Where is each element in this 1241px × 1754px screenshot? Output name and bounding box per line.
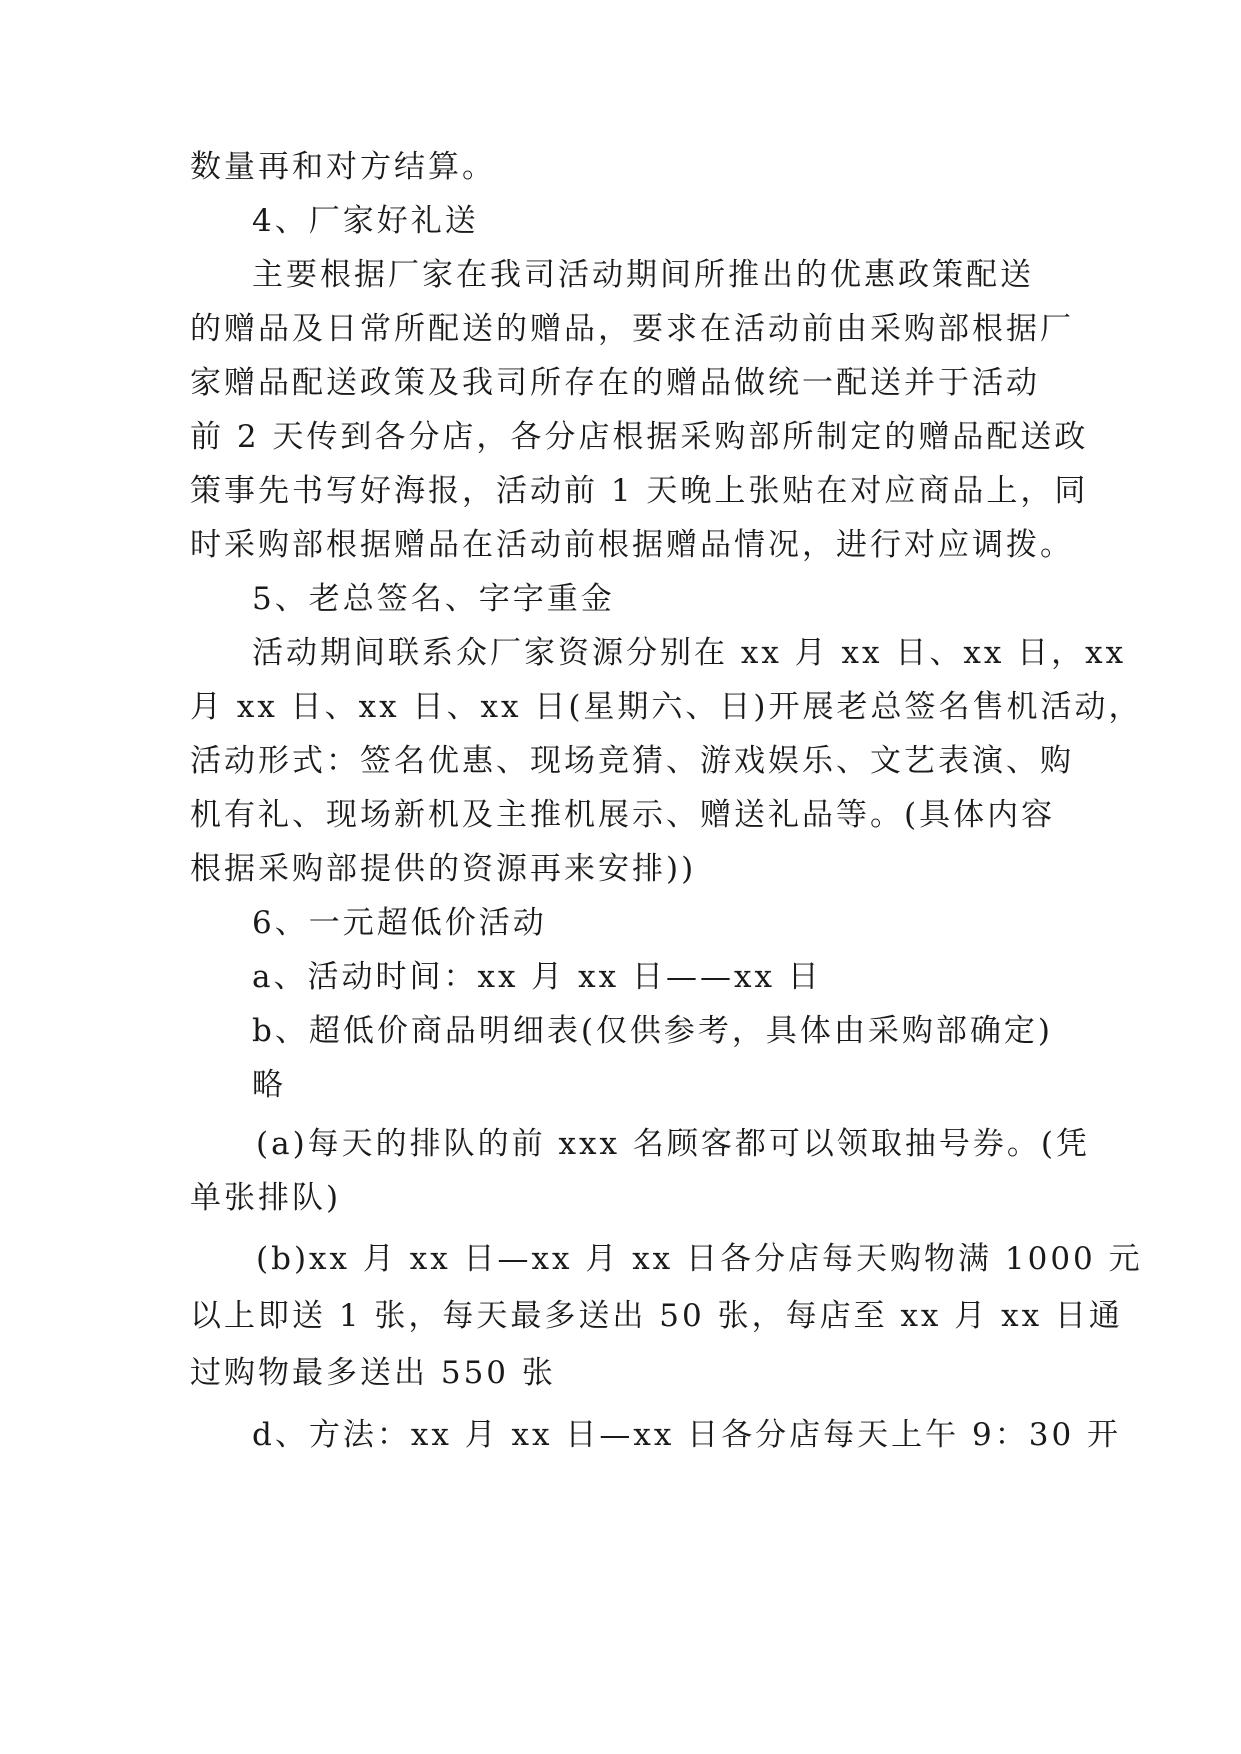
text-line-6: 前 2 天传到各分店，各分店根据采购部所制定的赠品配送政 (190, 419, 1089, 455)
section-heading-4: 4、厂家好礼送 (252, 203, 479, 239)
text-line-5: 家赠品配送政策及我司所存在的赠品做统一配送并于活动 (190, 365, 1040, 401)
text-line-7: 策事先书写好海报，活动前 1 天晚上张贴在对应商品上，同 (190, 473, 1089, 509)
text-line-11: 月 xx 日、xx 日、xx 日(星期六、日)开展老总签名售机活动， (190, 689, 1143, 725)
text-line-10: 活动期间联系众厂家资源分别在 xx 月 xx 日、xx 日，xx (252, 635, 1127, 671)
text-line-14: 根据采购部提供的资源再来安排)) (190, 851, 697, 887)
section-heading-5: 5、老总签名、字字重金 (252, 581, 615, 617)
text-line-17: b、超低价商品明细表(仅供参考，具体由采购部确定) (252, 1013, 1054, 1049)
section-heading-6: 6、一元超低价活动 (252, 905, 547, 941)
text-line-8: 时采购部根据赠品在活动前根据赠品情况，进行对应调拨。 (190, 527, 1074, 563)
text-line-3: 主要根据厂家在我司活动期间所推出的优惠政策配送 (252, 257, 1034, 293)
text-line-22: 以上即送 1 张，每天最多送出 50 张，每店至 xx 月 xx 日通 (190, 1298, 1123, 1334)
text-line-19: (a)每天的排队的前 xxx 名顾客都可以领取抽号券。(凭 (256, 1126, 1090, 1162)
text-line-20: 单张排队) (190, 1180, 342, 1216)
text-line-13: 机有礼、现场新机及主推机展示、赠送礼品等。(具体内容 (190, 797, 1056, 833)
text-line-18: 略 (252, 1067, 286, 1103)
text-line-21: (b)xx 月 xx 日—xx 月 xx 日各分店每天购物满 1000 元 (256, 1241, 1143, 1277)
text-line-24: d、方法：xx 月 xx 日—xx 日各分店每天上午 9：30 开 (252, 1417, 1122, 1453)
text-line-4: 的赠品及日常所配送的赠品，要求在活动前由采购部根据厂 (190, 311, 1074, 347)
text-line-16: a、活动时间：xx 月 xx 日——xx 日 (252, 959, 822, 995)
text-line-23: 过购物最多送出 550 张 (190, 1355, 556, 1391)
text-line-1: 数量再和对方结算。 (190, 149, 496, 185)
text-line-12: 活动形式：签名优惠、现场竞猜、游戏娱乐、文艺表演、购 (190, 743, 1074, 779)
